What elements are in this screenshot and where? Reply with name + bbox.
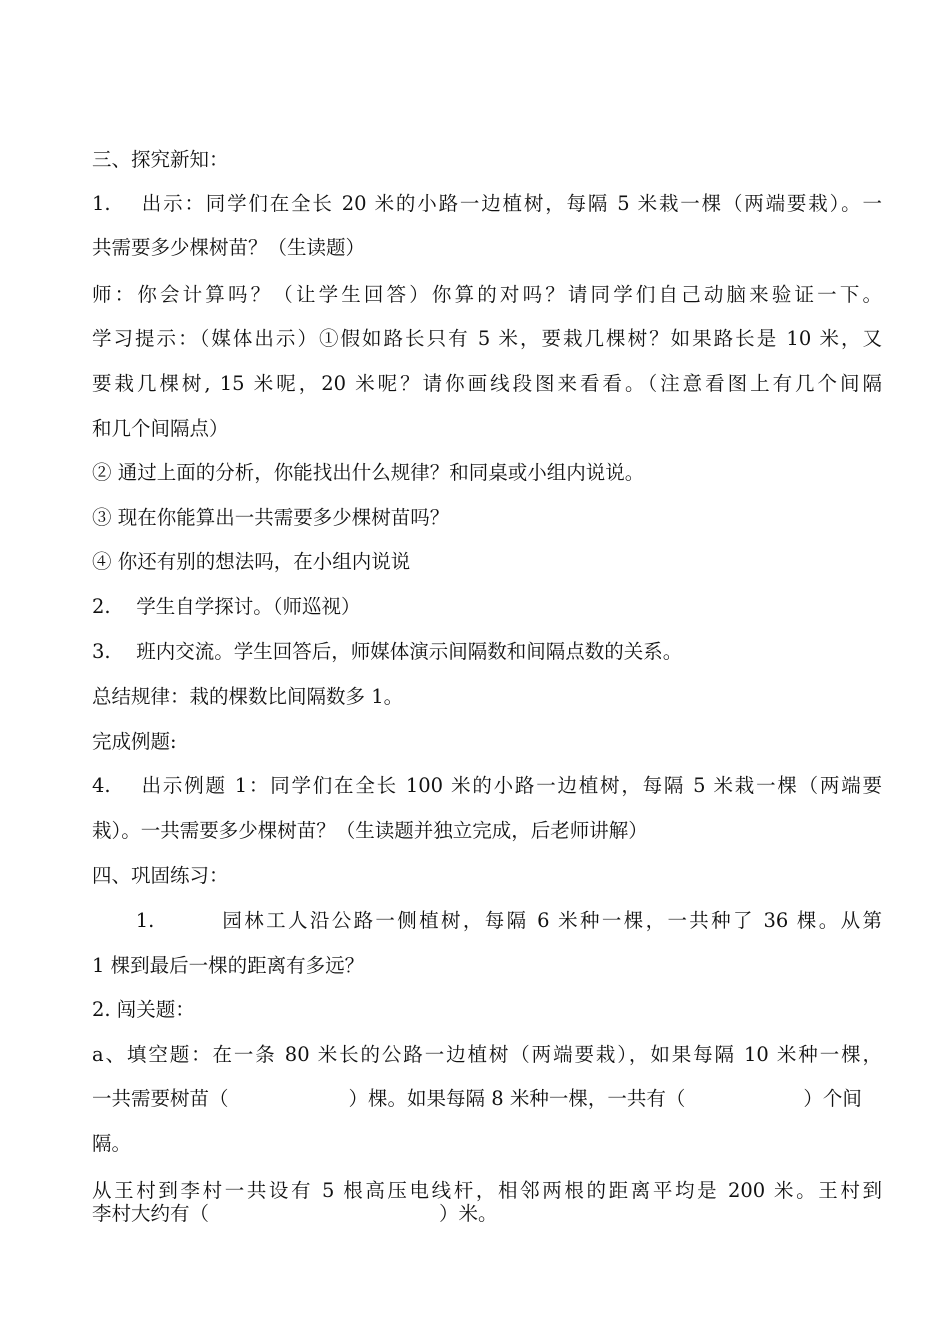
study-hint-line-2: 要栽几棵树, 15 米呢，20 米呢？请你画线段图来看看。（注意看图上有几个间隔 — [92, 372, 882, 395]
fill-blank-text-a: 一共需要树苗（ — [92, 1087, 229, 1110]
fill-blank-line-1: a、填空题：在一条 80 米长的公路一边植树（两端要栽），如果每隔 10 米种一棵， — [92, 1043, 882, 1066]
step-1-line-2: 共需要多少棵树苗？（生读题） — [92, 236, 366, 259]
step-3: 3. 班内交流。学生回答后，师媒体演示间隔数和间隔点数的关系。 — [92, 640, 683, 663]
section-heading-practice: 四、巩固练习： — [92, 864, 229, 887]
complete-example-label: 完成例题: — [92, 730, 177, 753]
section-heading-explore: 三、探究新知： — [92, 148, 229, 171]
pole-question-line-2 — [92, 1200, 882, 1228]
pole-question-text-b: ）米。 — [439, 1202, 498, 1225]
teacher-question: 师：你会计算吗？（让学生回答）你算的对吗？请同学们自己动脑来验证一下。 — [92, 283, 882, 306]
step-4-line-1: 4. 出示例题 1：同学们在全长 100 米的小路一边植树，每隔 5 米栽一棵（两端要 — [92, 774, 882, 797]
fill-blank-line-2 — [92, 1085, 882, 1113]
practice-2-heading: 2. 闯关题： — [92, 998, 195, 1021]
fill-blank-text-c: ）个间 — [803, 1087, 862, 1110]
practice-1-line-2: 1 棵到最后一棵的距离有多远？ — [92, 954, 365, 977]
hint-item-3: ③ 现在你能算出一共需要多少棵树苗吗？ — [92, 506, 450, 529]
hint-item-4: ④ 你还有别的想法吗，在小组内说说 — [92, 550, 411, 573]
pole-question-text-a: 李村大约有（ — [92, 1202, 210, 1225]
pole-question-line-1: 从王村到李村一共设有 5 根高压电线杆，相邻两根的距离平均是 200 米。王村到 — [92, 1179, 882, 1202]
study-hint-line-3: 和几个间隔点） — [92, 417, 229, 440]
summary-rule: 总结规律：栽的棵数比间隔数多 1。 — [92, 685, 404, 708]
practice-1-line-1: 1. 园林工人沿公路一侧植树，每隔 6 米种一棵，一共种了 36 棵。从第 — [92, 909, 882, 932]
step-4-line-2: 栽）。一共需要多少棵树苗？（生读题并独立完成，后老师讲解） — [92, 819, 648, 842]
study-hint-line-1: 学习提示：（媒体出示）①假如路长只有 5 米，要栽几棵树？如果路长是 10 米，又 — [92, 327, 882, 350]
hint-item-2: ② 通过上面的分析，你能找出什么规律？和同桌或小组内说说。 — [92, 461, 645, 484]
fill-blank-line-3: 隔。 — [92, 1132, 132, 1155]
step-2: 2. 学生自学探讨。（师巡视） — [92, 595, 361, 618]
step-1-line-1: 1. 出示：同学们在全长 20 米的小路一边植树，每隔 5 米栽一棵（两端要栽）。一 — [92, 192, 882, 215]
fill-blank-text-b: ）棵。如果每隔 8 米种一棵，一共有（ — [348, 1087, 686, 1110]
